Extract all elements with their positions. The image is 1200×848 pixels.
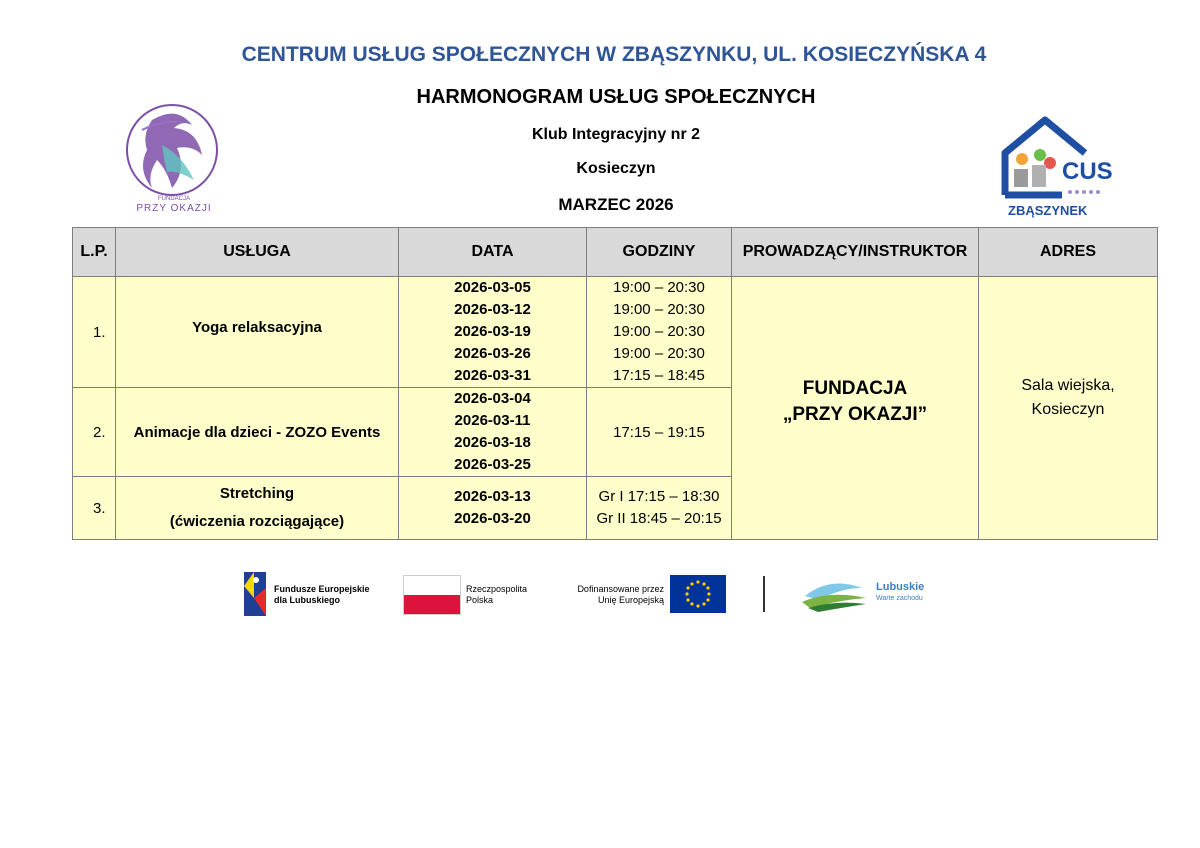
row-2-hours: 17:15 – 19:15 bbox=[587, 388, 732, 477]
date-cell: 2026-03-20 bbox=[454, 510, 531, 527]
fe-logo-icon bbox=[240, 568, 270, 620]
row-1-hours bbox=[587, 277, 732, 388]
club-name: Klub Integracyjny nr 2 bbox=[531, 126, 701, 143]
organization-title: CENTRUM USŁUG SPOŁECZNYCH W ZBĄSZYNKU, UL. KOSIECZYŃSKA 4 bbox=[241, 43, 987, 66]
date-cell: 2026-03-13 bbox=[454, 488, 531, 505]
row-3-service bbox=[116, 477, 399, 540]
lubuskie-name: Lubuskie bbox=[876, 581, 925, 593]
instructor-cell bbox=[732, 277, 979, 540]
hours-cell: Gr II 18:45 – 20:15 bbox=[596, 510, 722, 527]
schedule-title: HARMONOGRAM USŁUG SPOŁECZNYCH bbox=[416, 86, 816, 108]
date-cell: 2026-03-12 bbox=[454, 301, 531, 318]
polish-flag-icon bbox=[403, 575, 461, 615]
hours-cell: 19:00 – 20:30 bbox=[613, 323, 705, 340]
fe-line-2: dla Lubuskiego bbox=[274, 595, 341, 605]
schedule-table bbox=[72, 227, 1158, 540]
header-lp: L.P. bbox=[73, 228, 116, 277]
place-name: Kosieczyn bbox=[576, 160, 656, 177]
date-cell: 2026-03-05 bbox=[454, 279, 531, 296]
row-3-dates bbox=[399, 477, 587, 540]
address-cell bbox=[979, 277, 1158, 540]
rp-line-1: Rzeczpospolita bbox=[466, 584, 528, 594]
hours-cell: Gr I 17:15 – 18:30 bbox=[598, 488, 720, 505]
lubuskie-logo-icon bbox=[800, 574, 870, 614]
header-date: DATA bbox=[399, 228, 587, 277]
table-header-row bbox=[73, 228, 1158, 277]
row-3-service-line-1: Stretching bbox=[219, 485, 295, 502]
date-cell: 2026-03-19 bbox=[454, 323, 531, 340]
row-2-lp: 2. bbox=[73, 388, 116, 477]
date-cell: 2026-03-31 bbox=[454, 367, 531, 384]
table-row bbox=[73, 277, 1158, 388]
hours-cell: 19:00 – 20:30 bbox=[613, 279, 705, 296]
instructor-line-2: „PRZY OKAZJI” bbox=[782, 404, 928, 425]
logo-right-city-text: ZBĄSZYNEK bbox=[1008, 203, 1088, 218]
instructor-line-1: FUNDACJA bbox=[802, 378, 908, 399]
footer-divider bbox=[763, 576, 765, 612]
logo-left-bottom-text: PRZY OKAZJI bbox=[136, 203, 212, 214]
row-3-service-line-2: (ćwiczenia rozciągające) bbox=[169, 513, 345, 530]
cus-zbaszynek-logo bbox=[1000, 115, 1125, 220]
row-1-dates bbox=[399, 277, 587, 388]
row-3-hours bbox=[587, 477, 732, 540]
lubuskie-tagline: Warte zachodu bbox=[876, 595, 923, 602]
header-address: ADRES bbox=[979, 228, 1158, 277]
date-cell: 2026-03-26 bbox=[454, 345, 531, 362]
logo-left-top-text: FUNDACJA bbox=[157, 196, 191, 202]
date-cell: 2026-03-11 bbox=[454, 412, 531, 429]
eu-line-2: Unię Europejską bbox=[597, 595, 664, 605]
row-2-service: Animacje dla dzieci - ZOZO Events bbox=[116, 388, 399, 477]
address-line-2: Kosieczyn bbox=[1031, 401, 1105, 418]
header-instructor: PROWADZĄCY/INSTRUKTOR bbox=[732, 228, 979, 277]
funding-logos-bar bbox=[240, 568, 940, 620]
hours-cell: 19:00 – 20:30 bbox=[613, 301, 705, 318]
row-2-dates bbox=[399, 388, 587, 477]
date-cell: 2026-03-18 bbox=[454, 434, 531, 451]
eu-flag-icon bbox=[670, 575, 726, 613]
month-label: MARZEC 2026 bbox=[558, 195, 674, 214]
header-hours: GODZINY bbox=[587, 228, 732, 277]
fundacja-przy-okazji-logo bbox=[122, 100, 226, 218]
date-cell: 2026-03-04 bbox=[454, 390, 531, 407]
logo-right-cus-text: CUS bbox=[1062, 158, 1113, 185]
row-1-service: Yoga relaksacyjna bbox=[116, 277, 399, 388]
hours-cell: 17:15 – 18:45 bbox=[613, 367, 705, 384]
rp-line-2: Polska bbox=[466, 595, 494, 605]
row-3-lp: 3. bbox=[73, 477, 116, 540]
address-line-1: Sala wiejska, bbox=[1021, 377, 1115, 394]
hours-cell: 19:00 – 20:30 bbox=[613, 345, 705, 362]
header-service: USŁUGA bbox=[116, 228, 399, 277]
eu-line-1: Dofinansowane przez bbox=[577, 584, 664, 594]
row-1-lp: 1. bbox=[73, 277, 116, 388]
date-cell: 2026-03-25 bbox=[454, 456, 531, 473]
fe-line-1: Fundusze Europejskie bbox=[274, 584, 370, 594]
